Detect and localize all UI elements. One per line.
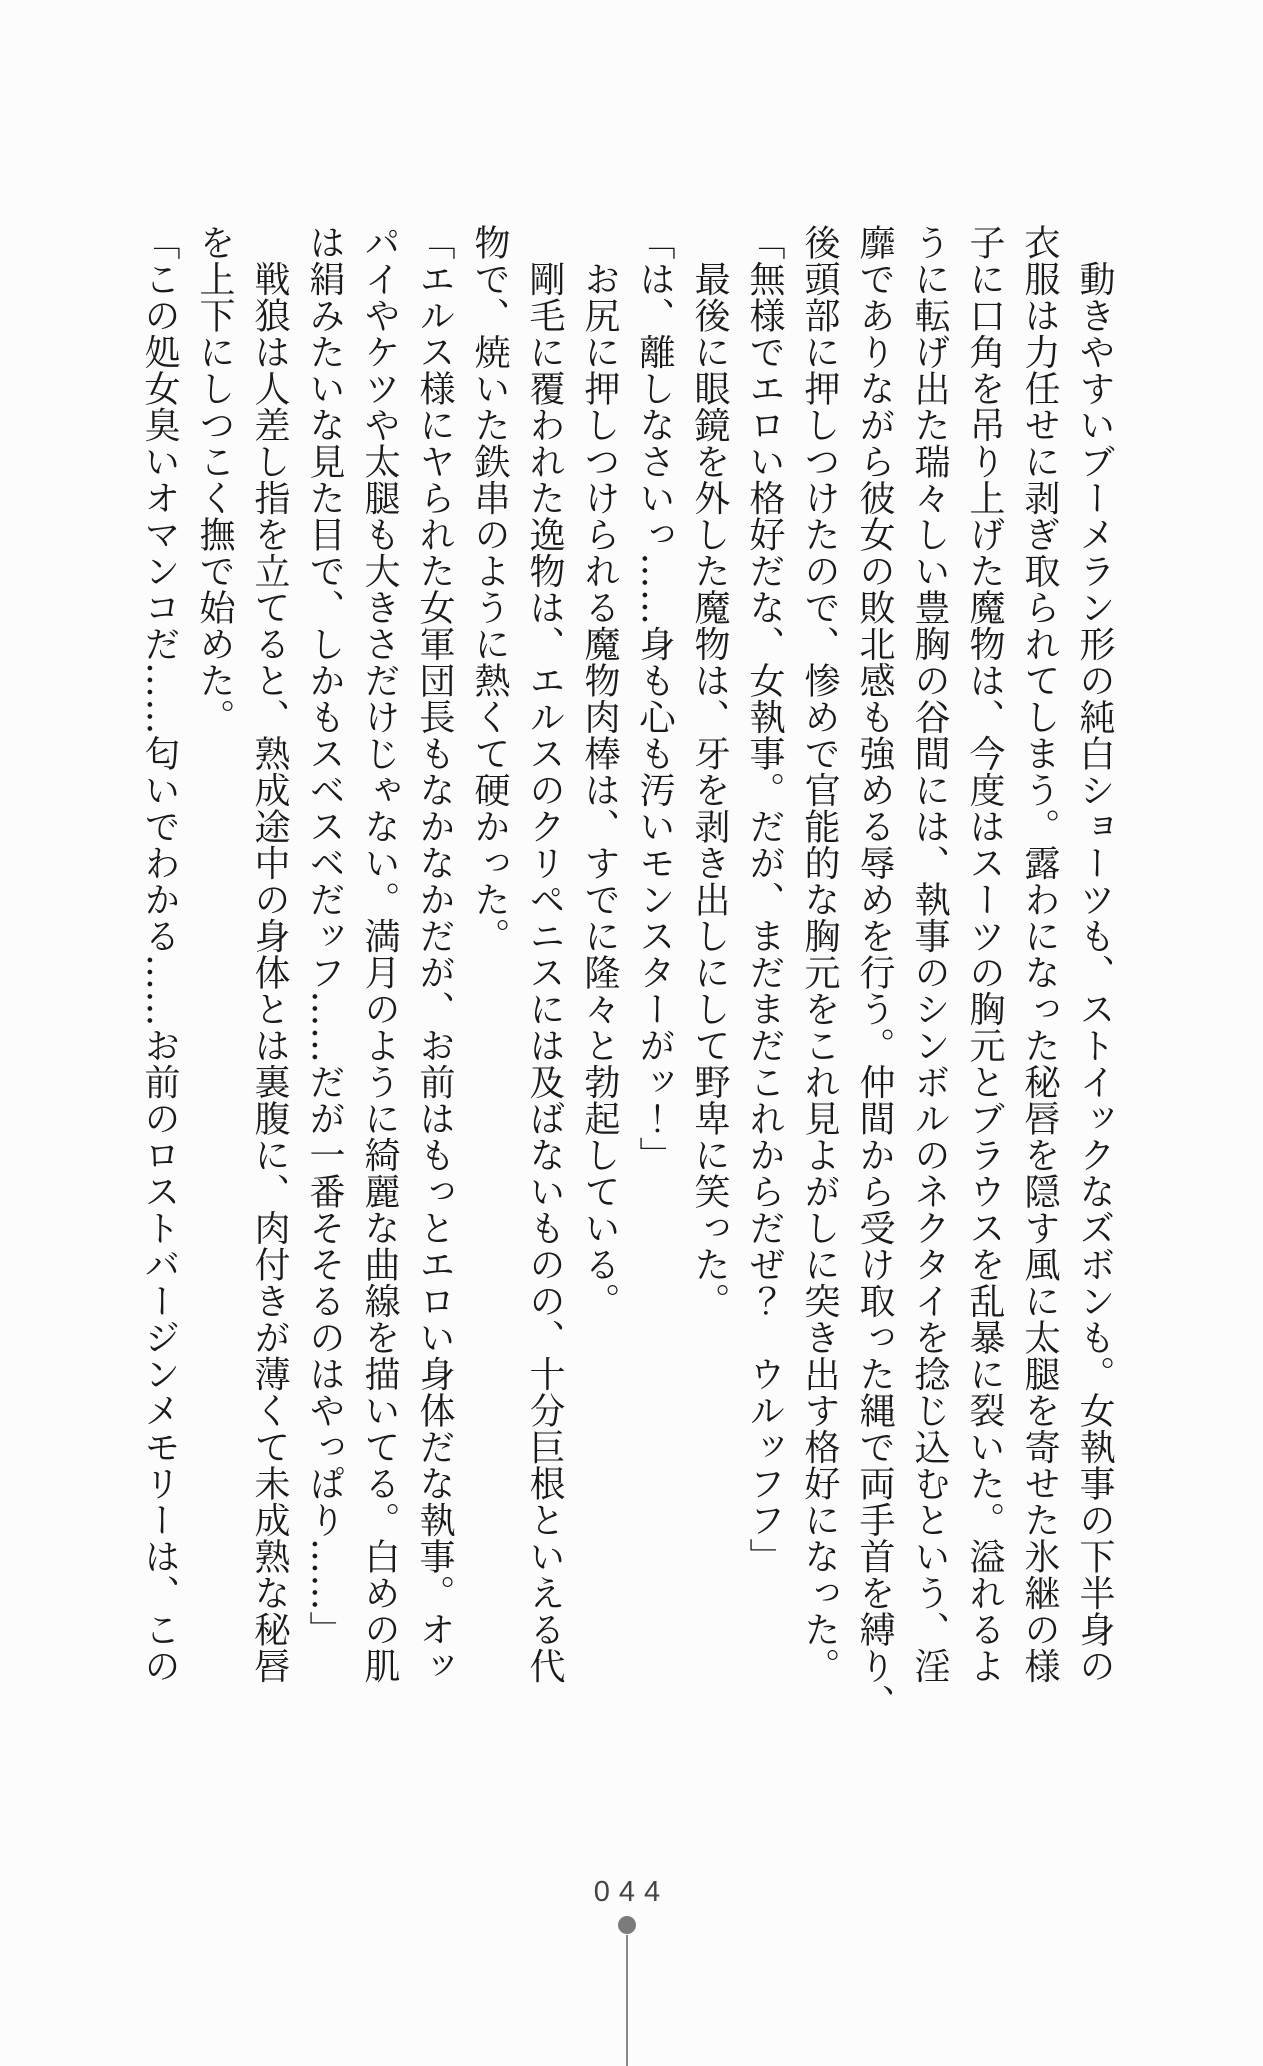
text-line: 剛毛に覆われた逸物は、エルスのクリペニスには及ばないものの、十分巨根といえる代 [524, 224, 565, 1684]
footer-dot-icon [618, 1916, 636, 1934]
text-line: 「この処女臭いオマンコだ……匂いでわかる……お前のロストバージンメモリーは、この [139, 224, 180, 1684]
footer-rule-line [626, 1935, 628, 2066]
page-text-block [132, 224, 1122, 1721]
text-line: 動きやすいブーメラン形の純白ショーツも、ストイックなズボンも。女執事の下半身の [1074, 224, 1115, 1684]
text-line: 「無様でエロい格好だな、女執事。だが、まだまだこれからだぜ？ ウルッフフ」 [744, 224, 785, 1575]
text-line: 「は、離しなさいっ……身も心も汚いモンスターがッ！」 [634, 224, 675, 1173]
text-line: は絹みたいな見た目で、しかもスベスベだッフ……だが一番そそるのはやっぱり……」 [304, 224, 345, 1648]
text-line: 衣服は力任せに剥ぎ取られてしまう。露わになった秘唇を隠す風に太腿を寄せた氷継の様 [1019, 224, 1060, 1684]
text-line: パイやケツや太腿も大きさだけじゃない。満月のように綺麗な曲線を描いてる。白めの肌 [359, 224, 400, 1684]
text-line: 戦狼は人差し指を立てると、熟成途中の身体とは裏腹に、肉付きが薄くて未成熟な秘唇 [249, 224, 290, 1684]
text-line: 子に口角を吊り上げた魔物は、今度はスーツの胸元とブラウスを乱暴に裂いた。溢れるよ [964, 224, 1005, 1684]
page-number: 044 [593, 1876, 670, 1908]
text-line: 後頭部に押しつけたので、惨めで官能的な胸元をこれ見よがしに突き出す格好になった。 [799, 224, 840, 1684]
text-line: 「エルス様にヤられた女軍団長もなかなかだが、お前はもっとエロい身体だな執事。オッ [414, 224, 455, 1684]
text-line: 最後に眼鏡を外した魔物は、牙を剥き出しにして野卑に笑った。 [689, 224, 730, 1319]
text-line: 靡でありながら彼女の敗北感も強める辱めを行う。仲間から受け取った縄で両手首を縛り、 [854, 224, 895, 1721]
text-line: を上下にしつこく撫で始めた。 [194, 224, 235, 735]
text-line: うに転げ出た瑞々しい豊胸の谷間には、執事のシンボルのネクタイを捻じ込むという、淫 [909, 224, 950, 1684]
text-line: 物で、焼いた鉄串のように熱くて硬かった。 [469, 224, 510, 954]
text-line: お尻に押しつけられる魔物肉棒は、すでに隆々と勃起している。 [579, 224, 620, 1319]
